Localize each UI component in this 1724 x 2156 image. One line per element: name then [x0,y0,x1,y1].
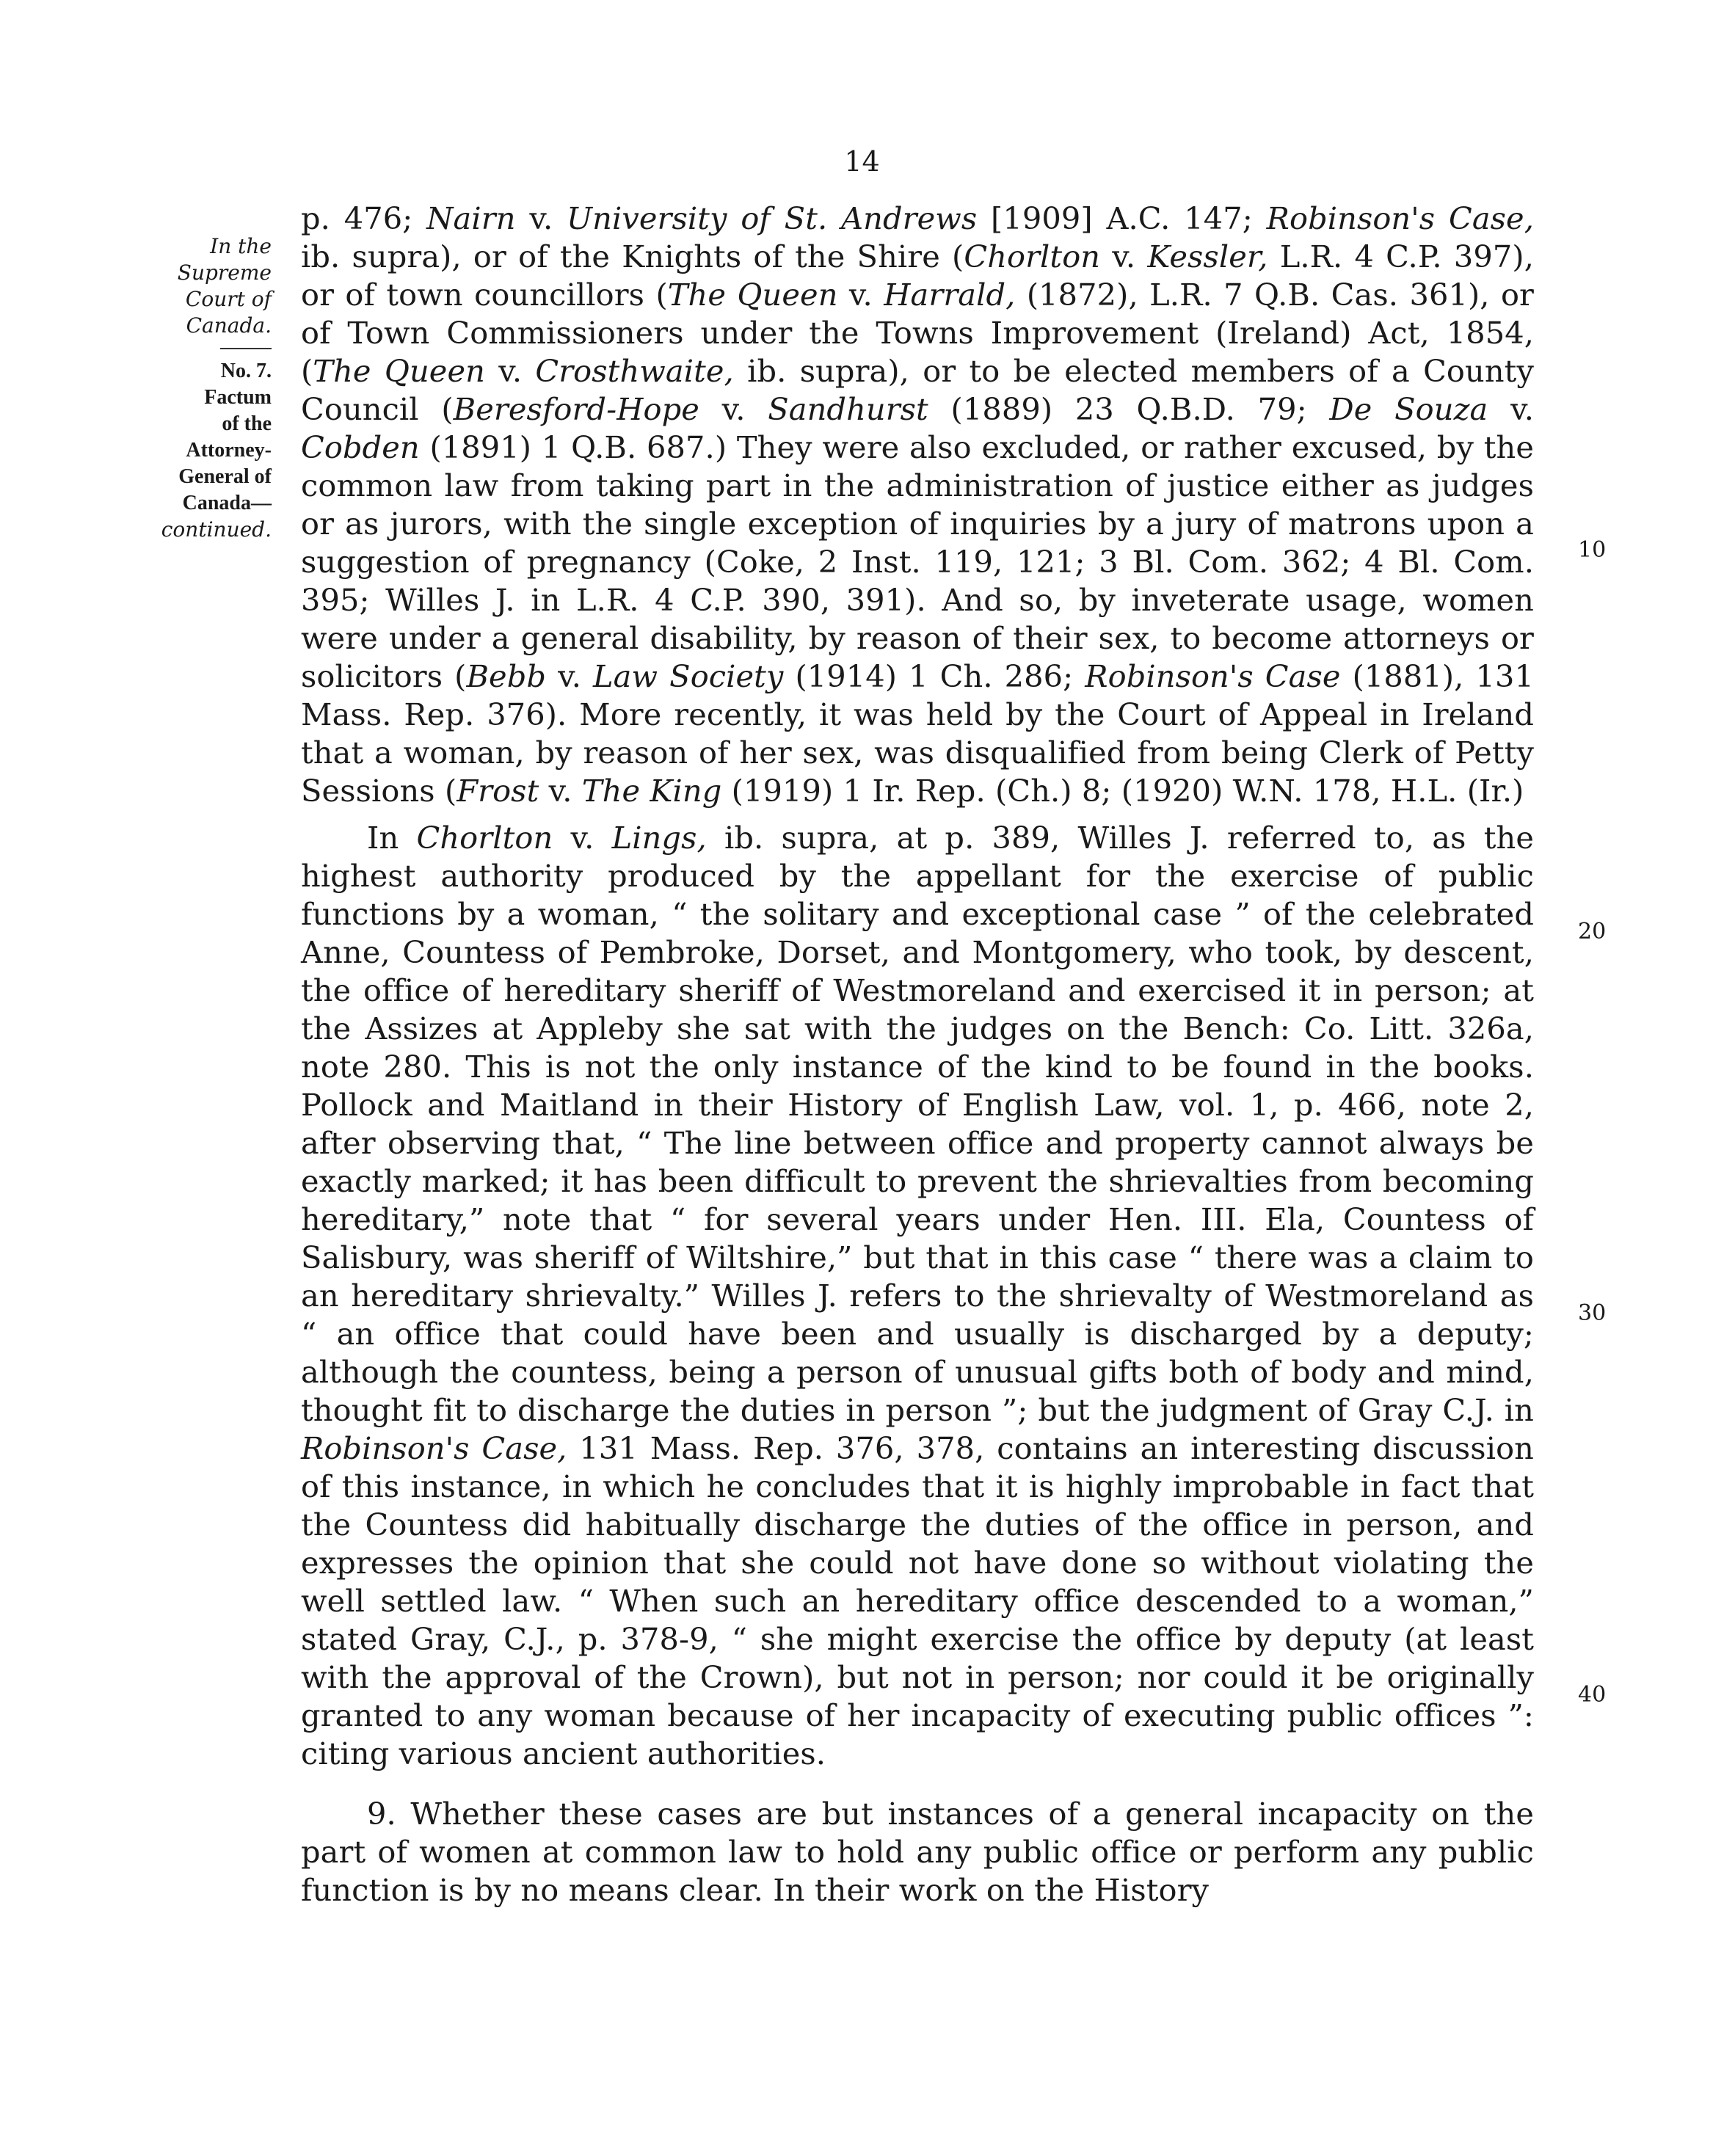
italic-citation: Robinson's Case [1085,658,1341,694]
italic-citation: Nairn [426,200,516,236]
italic-citation: Cobden [301,429,420,465]
italic-citation: Frost [457,773,539,809]
italic-citation: Law Society [593,658,784,694]
text-run: ib. supra), or of the Knights of the Shire ( [301,238,964,274]
italic-citation: Chorlton [416,820,553,856]
italic-citation: Beresford-Hope [453,391,699,427]
line-number: 20 [1578,919,1607,944]
line-number: 10 [1578,537,1607,563]
text-run: (1872), L.R. 7 Q.B. Cas. 361), or of Town Commissioners under the Towns Improvement (Ireland) Act, 1854, ( [301,277,1534,389]
italic-citation: De Souza [1329,391,1488,427]
body-text [301,200,1534,1909]
text-run: (1914) 1 Ch. 286; [783,658,1085,694]
italic-citation: Kessler, [1147,238,1268,274]
paragraph [301,819,1534,1773]
text-run: v. [546,658,594,694]
text-run: (1919) 1 Ir. Rep. (Ch.) 8; (1920) W.N. 178, H.L. (Ir.) [721,773,1524,809]
text-run: v. [1488,391,1535,427]
text-run: ib. supra), or to be elected members of a County Council ( [301,353,1534,427]
paragraph [301,1795,1534,1909]
italic-citation: Crosthwaite, [535,353,734,389]
text-run: v. [837,277,884,313]
margin-note-court: In the Supreme Court of Canada. [177,234,272,338]
text-run: v. [553,820,612,856]
italic-citation: Harrald, [884,277,1016,313]
italic-citation: Bebb [466,658,547,694]
text-run: (1891) 1 Q.B. 687.) They were also excluded, or rather excused, by the common law from taking part in the administration of justice either as judges or as jurors, with the single exception of inquiries by a jury of matrons upon a suggestion of pregnancy (Coke, 2 Inst. 119, 121; 3 Bl. Com. 362; 4 Bl. Com. 395; Willes J. in L.R. 4 C.P. 390, 391). And so, by inveterate usage, women were under a general disability, by reason of their sex, to become attorneys or solicitors ( [301,429,1534,694]
margin-note [110,233,272,543]
italic-citation: Lings, [611,820,707,856]
page-number: 14 [844,145,880,178]
line-number: 30 [1578,1300,1607,1326]
italic-citation: Sandhurst [768,391,928,427]
paragraph [301,200,1534,810]
text-run: L.R. 4 C.P. 397), or of town councillors ( [301,238,1534,313]
text-run: (1881), 131 Mass. Rep. 376). More recently, it was held by the Court of Appeal in Ireland that a woman, by reason of her sex, was disqualified from being Clerk of Petty Sessions ( [301,658,1535,809]
text-run: v. [484,353,536,389]
text-run: v. [539,773,582,809]
margin-note-document: No. 7. Factum of the Attorney- General of Canada— [178,360,272,514]
italic-citation: The King [581,773,722,809]
margin-note-continued: continued. [161,517,272,542]
italic-citation: The Queen [313,353,485,389]
text-run: 131 Mass. Rep. 376, 378, contains an interesting discussion of this instance, in which he concludes that it is highly improbable in fact that the Countess did habitually discharge the duties of the office in person, and expresses the opinion that she could not have done so without violating the well settled law. “ When such an hereditary office descended to a woman,” stated Gray, C.J., p. 378-9, “ she might exercise the office by deputy (at least with the approval of the Crown), but not in person; nor could it be originally granted to any woman because of her incapacity of executing public offices ”: citing various ancient authorities. [301,1430,1534,1771]
text-run: 9. Whether these cases are but instances of a general incapacity on the part of women at common law to hold any public office or perform any public function is by no means clear. In their work on the History [301,1796,1534,1908]
text-run: In [367,820,417,856]
text-run: v. [515,200,567,236]
text-run: ib. supra, at p. 389, Willes J. referred to, as the highest authority produced by the appellant for the exercise of public functions by a woman, “ the solitary and exceptional case ” of the celebrated Anne, Countess of Pembroke, Dorset, and Montgomery, who took, by descent, the office of hereditary sheriff of Westmoreland and exercised it in person; at the Assizes at Appleby she sat with the judges on the Bench: Co. Litt. 326a, note 280. This is not the only instance of the kind to be found in the books. Pollock and Maitland in their History of English Law, vol. 1, p. 466, note 2, after observing that, “ The line between office and property cannot always be exactly marked; it has been difficult to prevent the shrievalties from becoming hereditary,” note that “ for several years under Hen. III. Ela, Countess of Salisbury, was sheriff of Wiltshire,” but that in this case “ there was a claim to an hereditary shrievalty.” Willes J. refers to the shrievalty of Westmoreland as “ an office that could have been and usually is discharged by a deputy; although the countess, being a person of unusual gifts both of body and mind, thought fit to discharge the duties in person ”; but the judgment of Gray C.J. in [301,820,1534,1428]
text-run: [1909] A.C. 147; [977,200,1267,236]
margin-note-divider [220,348,272,349]
italic-citation: University of St. Andrews [567,200,978,236]
italic-citation: Robinson's Case, [301,1430,567,1466]
italic-citation: The Queen [667,277,838,313]
line-number: 40 [1578,1682,1607,1708]
text-run: v. [1100,238,1148,274]
text-run: v. [699,391,768,427]
text-run: (1889) 23 Q.B.D. 79; [928,391,1330,427]
italic-citation: Robinson's Case, [1266,200,1535,236]
text-run: p. 476; [301,200,427,236]
italic-citation: Chorlton [964,238,1101,274]
